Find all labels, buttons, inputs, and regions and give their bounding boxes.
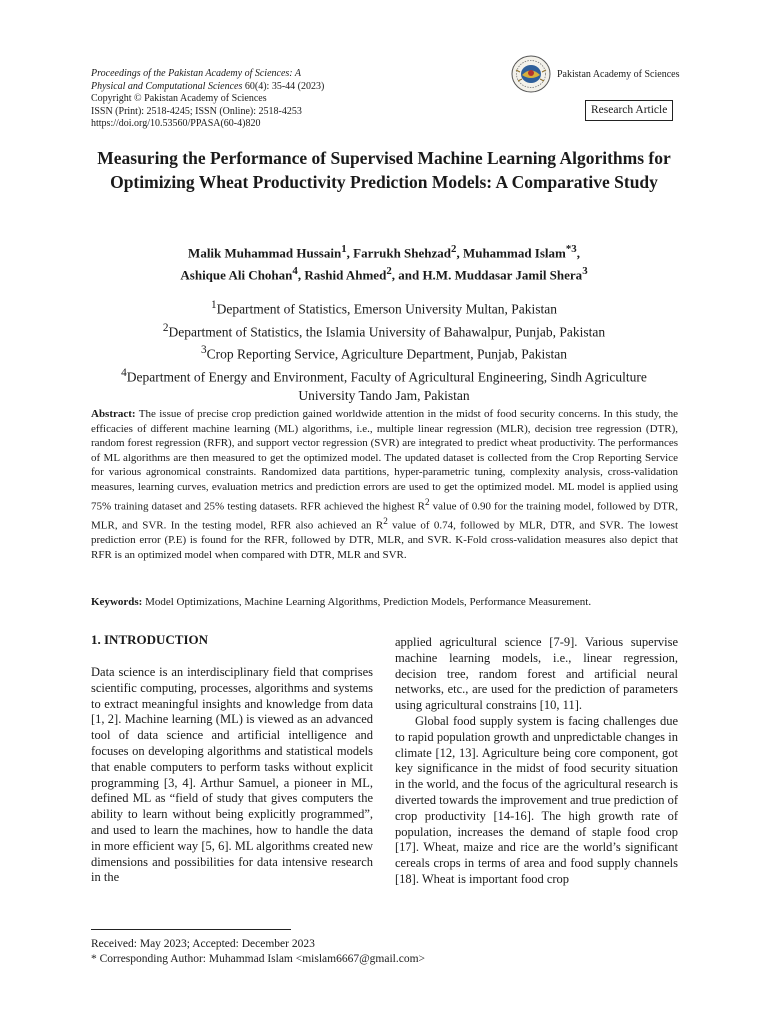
journal-info [91,68,421,131]
affiliation-sup: 1 [210,299,217,311]
journal-name-line2 [91,81,421,94]
affiliation-list [60,296,708,405]
copyright-line: Copyright © Pakistan Academy of Sciences [91,93,267,104]
journal-name-line1: Proceedings of the Pakistan Academy of Sciences: A [91,68,302,79]
author-affil-sup: 4 [292,265,298,278]
doi-link[interactable]: https://doi.org/10.53560/PPASA(60-4)820 [91,118,261,129]
affiliation-text: Crop Reporting Service, Agriculture Department, Punjab, Pakistan [206,346,567,362]
author-affil-sup: 2 [386,265,392,278]
body-paragraph: applied agricultural science [7-9]. Various supervise machine learning models, i.e., linear regression, decision tree, random forest and artificial neural networks, etc., are used for the prediction of parameters using agricultural constrains [10, 11]. [395,635,678,713]
publisher-name: Pakistan Academy of Sciences [557,68,680,80]
affiliation-1 [60,296,708,319]
abstract-label: Abstract: [91,408,136,420]
author-line-2 [70,262,698,284]
section-heading-introduction: 1. INTRODUCTION [91,632,209,647]
abstract-text: The issue of precise crop prediction gained worldwide attention in the midst of food security concerns. In this study, the efficacies of different machine learning (ML) algorithms, i.e., multiple linear regression (MLR), decision tree regression (DTR), random forest regression (RFR), and support vector regression (SVR) are integrated to predict wheat productivity. The performances of ML algorithms are then measured to get the optimized model. The updated dataset is collected from the Crop Reporting Service for various agronomical constraints. Randomized data partitions, hyper-parametric tuning, complexity analysis, cross-validation measures, learning curves, evaluation metrics and prediction errors are used to get the optimized model. ML model is applied using 75% training dataset and 25% testing datasets. RFR achieved the highest R [91,408,678,513]
body-column-left [91,631,373,886]
affiliation-2 [60,319,708,342]
keywords-text: Model Optimizations, Machine Learning Algorithms, Prediction Models, Performance Measurement. [142,596,592,608]
affiliation-text: Department of Energy and Environment, Faculty of Agricultural Engineering, Sindh Agriculture [126,369,647,384]
body-column-right [395,635,678,888]
author-affil-sup: *3 [565,243,577,255]
publisher-header [510,54,680,94]
paper-title: Measuring the Performance of Supervised Machine Learning Algorithms for Optimizing Wheat Productivity Prediction Models: A Comparative Study [97,148,671,192]
affiliation-sup: 3 [201,344,207,356]
corresponding-author: * Corresponding Author: Muhammad Islam <mislam6667@gmail.com> [91,953,426,965]
footnote-divider [91,929,291,930]
affiliation-text: Department of Statistics, the Islamia University of Bahawalpur, Punjab, Pakistan [168,324,606,339]
journal-series: Physical and Computational Sciences [91,80,243,92]
author-line-1 [70,240,698,262]
author-list [70,240,698,285]
abstract [91,407,678,562]
keywords [91,595,678,610]
author-name: , and H.M. Muddasar Jamil Shera [391,267,583,283]
author-name: Malik Muhammad Hussain [188,245,342,261]
article-type-badge: Research Article [585,100,673,121]
footnotes [91,937,678,967]
keywords-label: Keywords: [91,596,143,608]
r-squared-sup: 2 [424,496,430,507]
affiliation-sup: 2 [162,321,169,334]
author-affil-sup: 1 [341,243,347,255]
author-name: Ashique Ali Chohan [180,267,293,283]
abstract-text: value of 0.74, followed by MLR, DTR, and SVR. The lowest prediction error (P.E) is found for the RFR, followed by DTR, MLR, and SVR. K-Fold cross-validation measures also depict that RFR is an optimized model when compared with DTR, MLR and SVR. [91,519,678,561]
author-separator: , [576,245,580,261]
affiliation-text: Department of Statistics, Emerson University Multan, Pakistan [216,301,558,317]
academy-seal-icon [510,54,552,94]
author-affil-sup: 2 [451,243,457,255]
abstract-text: value of 0.90 for the training model, followed by DTR, MLR, and SVR. In the testing model, RFR also achieved an R [91,500,678,532]
received-date: Received: May 2023; Accepted: December 2023 [91,938,315,950]
author-name: , Muhammad Islam [456,245,566,261]
journal-volume: 60(4): 35-44 (2023) [242,80,325,92]
r-squared-sup: 2 [383,515,388,526]
author-affil-sup: 3 [582,265,588,278]
body-paragraph: Global food supply system is facing challenges due to rapid population growth and unpredictable changes in climate [12, 13]. Agriculture being core component, got key significance in the midst of food security situation in the world, and the focus of the agricultural research is diverted towards the improvement and true prediction of crop productivity [14-16]. The high growth rate of population, increases the demand of staple food crop [17]. Wheat, maize and rice are the world’s significant cereals crops in terms of area and food supply channels [18]. Wheat is important food crop [395,713,678,886]
affiliation-sup: 4 [121,366,127,379]
affiliation-4 [60,364,708,387]
author-name: , Rashid Ahmed [297,267,387,283]
body-paragraph: Data science is an interdisciplinary field that comprises scientific computing, processes, algorithms and systems to extract meaningful insights and knowledge from data [1, 2]. Machine learning (ML) is viewed as an advanced tool of data science and artificial intelligence and focuses on developing algorithms and statistical models that enable computers to perform tasks without explicit programming [3, 4]. Arthur Samuel, a pioneer in ML, defined ML as “field of study that gives computers the ability to learn without being explicitly programmed”, and used to learn the machines, how to handle the data in more efficient way [5, 6]. ML algorithms created new dimensions and possibilities for data intensive research in the [91,665,373,885]
author-name: , Farrukh Shehzad [346,245,452,261]
issn-line: ISSN (Print): 2518-4245; ISSN (Online): 2518-4253 [91,105,302,117]
affiliation-3 [60,341,708,364]
affiliation-4-continued: University Tando Jam, Pakistan [298,388,470,403]
